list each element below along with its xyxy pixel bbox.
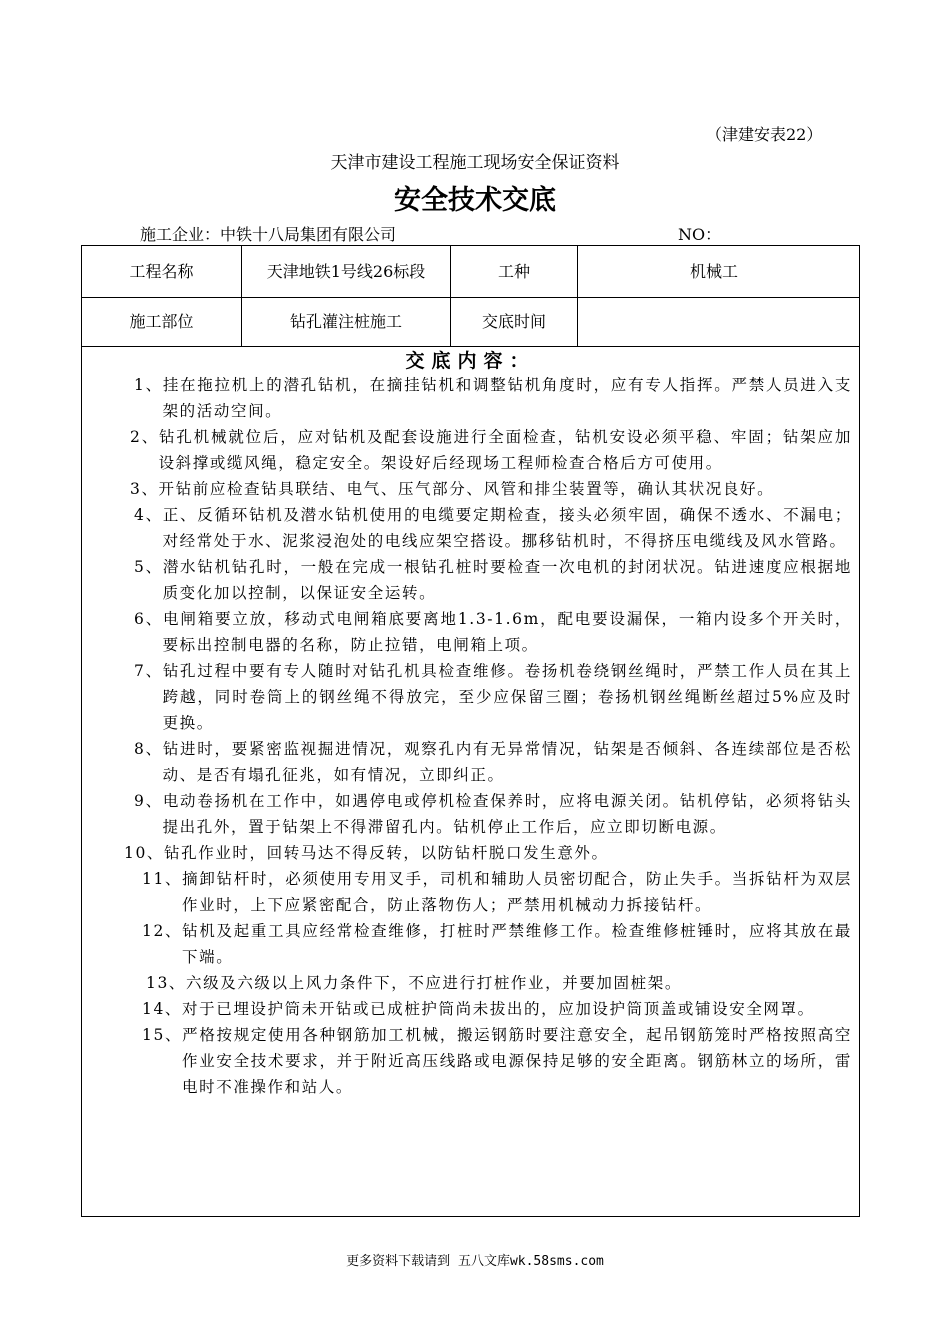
disclosure-item: 5、潜水钻机钻孔时，一般在完成一根钻孔桩时要检查一次电机的封闭状况。钻进速度应根据地质变化加以控制，以保证安全运转。: [134, 558, 852, 602]
document-title: 安全技术交底: [394, 185, 556, 216]
content-heading: 交底内容：: [405, 350, 536, 372]
disclosure-item: 11、摘卸钻杆时，必须使用专用叉手，司机和辅助人员密切配合，防止失手。当拆钻杆为双层作业时，上下应紧密配合，防止落物伤人；严禁用机械动力拆接钻杆。: [142, 870, 852, 914]
location-label: 施工部位: [129, 312, 194, 331]
disclosure-item: 14、对于已埋设护筒未开钻或已成桩护筒尚未拔出的，应加设护筒顶盖或铺设安全网罩。: [142, 1000, 815, 1018]
disclosure-item: 4、正、反循环钻机及潜水钻机使用的电缆要定期检查，接头必须牢固，确保不透水、不漏电；对经常处于水、泥浆浸泡处的电线应架空搭设。挪移钻机时，不得挤压电缆线及风水管路。: [134, 506, 852, 550]
form-number: （津建安表22）: [706, 125, 823, 144]
disclosure-item: 7、钻孔过程中要有专人随时对钻孔机具检查维修。卷扬机卷绕钢丝绳时，严禁工作人员在其上跨越，同时卷筒上的钢丝绳不得放完，至少应保留三圈；卷扬机钢丝绳断丝超过5%应及时更换。: [134, 662, 852, 732]
disclosure-item: 2、钻孔机械就位后，应对钻机及配套设施进行全面检查，钻机安设必须平稳、牢固；钻架应加设斜撑或缆风绳，稳定安全。架设好后经现场工程师检查合格后方可使用。: [130, 428, 852, 472]
project-name-value: 天津地铁1号线26标段: [266, 261, 426, 281]
disclosure-time-label: 交底时间: [481, 312, 546, 331]
trade-value: 机械工: [690, 261, 739, 281]
disclosure-item: 6、电闸箱要立放，移动式电闸箱底要离地1.3-1.6m，配电要设漏保，一箱内设多个开关时，要标出控制电器的名称，防止拉错，电闸箱上项。: [134, 610, 852, 654]
disclosure-item: 9、电动卷扬机在工作中，如遇停电或停机检查保养时，应将电源关闭。钻机停钻，必须将钻头提出孔外，置于钻架上不得滞留孔内。钻机停止工作后，应立即切断电源。: [134, 792, 852, 836]
disclosure-item: 15、严格按规定使用各种钢筋加工机械，搬运钢筋时要注意安全，起吊钢筋笼时严格按照高空作业安全技术要求，并于附近高压线路或电源保持足够的安全距离。钢筋林立的场所，雷电时不准操作和站人。: [142, 1026, 852, 1096]
disclosure-time-value: [578, 298, 859, 346]
project-name-label: 工程名称: [129, 261, 194, 281]
trade-label: 工种: [497, 261, 530, 281]
location-value: 钻孔灌注桩施工: [289, 312, 402, 331]
company-label: 施工企业：中铁十八局集团有限公司: [140, 225, 397, 244]
disclosure-item: 13、六级及六级以上风力条件下，不应进行打桩作业，并要加固桩架。: [146, 974, 682, 992]
disclosure-item: 12、钻机及起重工具应经常检查维修，打桩时严禁维修工作。检查维修桩锤时，应将其放在最下端。: [142, 922, 852, 966]
disclosure-item: 1、挂在拖拉机上的潜孔钻机，在摘挂钻机和调整钻机角度时，应有专人指挥。严禁人员进入支架的活动空间。: [134, 376, 852, 420]
disclosure-item: 3、开钻前应检查钻具联结、电气、压气部分、风管和排尘装置等，确认其状况良好。: [130, 480, 775, 498]
number-label: NO：: [678, 225, 722, 244]
disclosure-item: 8、钻进时，要紧密监视掘进情况，观察孔内有无异常情况，钻架是否倾斜、各连续部位是否松动、是否有塌孔征兆，如有情况，立即纠正。: [134, 740, 852, 784]
document-subtitle: 天津市建设工程施工现场安全保证资料: [330, 153, 620, 173]
download-footer: 更多资料下载请到 五八文库wk.58sms.com: [346, 1254, 604, 1269]
disclosure-item: 10、钻孔作业时，回转马达不得反转，以防钻杆脱口发生意外。: [124, 844, 609, 862]
disclosure-items: [0, 372, 950, 1100]
